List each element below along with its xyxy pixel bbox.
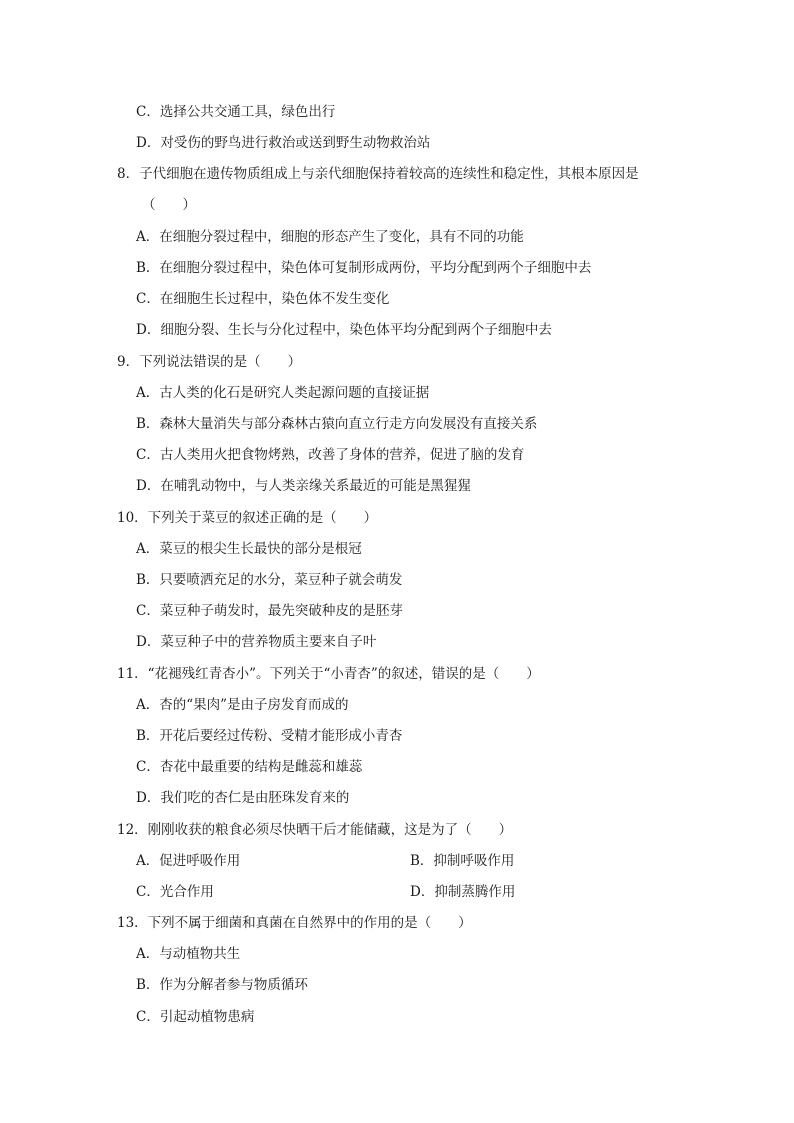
q10-stem: 10．下列关于菜豆的叙述正确的是（ ） bbox=[117, 510, 378, 526]
q12-stem: 12．刚刚收获的粮食必须尽快晒干后才能储藏，这是为了（ ） bbox=[117, 822, 513, 838]
q12-option-c: C．光合作用 bbox=[136, 884, 214, 900]
q9-option-b: B．森林大量消失与部分森林古猿向直立行走方向发展没有直接关系 bbox=[136, 416, 538, 432]
q11-option-c: C．杏花中最重要的结构是雌蕊和雄蕊 bbox=[136, 759, 363, 775]
q7-option-c: C．选择公共交通工具，绿色出行 bbox=[136, 104, 336, 120]
q11-option-b: B．开花后要经过传粉、受精才能形成小青杏 bbox=[136, 728, 403, 744]
q10-option-b: B．只要喷洒充足的水分，菜豆种子就会萌发 bbox=[136, 572, 403, 588]
q10-option-a: A．菜豆的根尖生长最快的部分是根冠 bbox=[136, 541, 362, 557]
q8-option-d: D．细胞分裂、生长与分化过程中，染色体平均分配到两个子细胞中去 bbox=[136, 322, 552, 338]
q13-option-b: B．作为分解者参与物质循环 bbox=[136, 977, 308, 993]
q9-option-d: D．在哺乳动物中，与人类亲缘关系最近的可能是黑猩猩 bbox=[136, 478, 471, 494]
q9-option-c: C．古人类用火把食物烤熟，改善了身体的营养，促进了脑的发育 bbox=[136, 447, 525, 463]
q13-option-a: A．与动植物共生 bbox=[136, 946, 241, 962]
q12-option-a: A．促进呼吸作用 bbox=[136, 853, 241, 869]
q8-option-c: C．在细胞生长过程中，染色体不发生变化 bbox=[136, 291, 390, 307]
q10-option-d: D．菜豆种子中的营养物质主要来自子叶 bbox=[136, 634, 377, 650]
q13-option-c: C．引起动植物患病 bbox=[136, 1009, 255, 1025]
q10-option-c: C．菜豆种子萌发时，最先突破种皮的是胚芽 bbox=[136, 603, 403, 619]
q9-option-a: A．古人类的化石是研究人类起源问题的直接证据 bbox=[136, 385, 430, 401]
q13-stem: 13．下列不属于细菌和真菌在自然界中的作用的是（ ） bbox=[117, 915, 472, 931]
q7-option-d: D．对受伤的野鸟进行救治或送到野生动物救治站 bbox=[136, 135, 431, 151]
q8-option-b: B．在细胞分裂过程中，染色体可复制形成两份，平均分配到两个子细胞中去 bbox=[136, 260, 592, 276]
q8-stem: 8．子代细胞在遗传物质组成上与亲代细胞保持着较高的连续性和稳定性，其根本原因是 bbox=[117, 166, 639, 182]
q12-option-d: D．抑制蒸腾作用 bbox=[410, 884, 516, 900]
q11-option-a: A．杏的“果肉”是由子房发育而成的 bbox=[136, 697, 349, 713]
q11-option-d: D．我们吃的杏仁是由胚珠发育来的 bbox=[136, 790, 350, 806]
q8-option-a: A．在细胞分裂过程中，细胞的形态产生了变化，具有不同的功能 bbox=[136, 229, 524, 245]
q9-stem: 9．下列说法错误的是（ ） bbox=[117, 354, 302, 370]
q12-option-b: B．抑制呼吸作用 bbox=[410, 853, 515, 869]
q8-stem-continuation: （ ） bbox=[142, 197, 196, 213]
q11-stem: 11．“花褪残红青杏小”。下列关于“小青杏”的叙述，错误的是（ ） bbox=[117, 666, 540, 682]
